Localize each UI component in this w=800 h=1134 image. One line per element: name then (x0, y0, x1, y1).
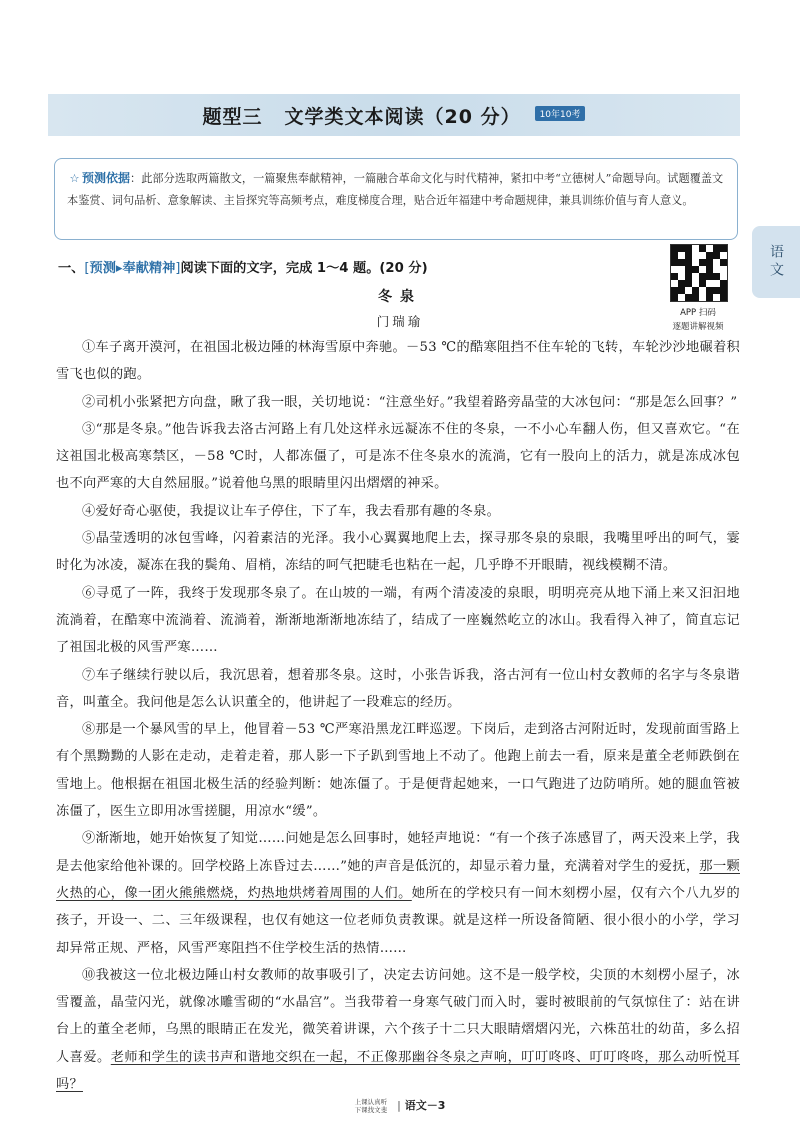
prediction-tag: 预测▸奉献精神 (89, 261, 176, 276)
qr-caption-scan: APP 扫码 (680, 308, 716, 318)
story-title: 冬泉 (378, 289, 422, 305)
underlined-sentence-1: 那一颗火热的心，像一团火熊熊燃烧，灼热地烘烤着周围的人们。 (56, 858, 740, 901)
paragraph-6: ⑥寻觅了一阵，我终于发现那冬泉了。在山坡的一端，有两个清凌凌的泉眼，明明亮亮从地下涌上来又汩汩地流淌着，在酷寒中流淌着、流淌着，渐渐地渐渐地冻结了，结成了一座巍然屹立的冰山。我看得入神了，简直忘记了祖国北极的风雪严寒…… (56, 585, 740, 656)
section-label: 题型三 (202, 105, 263, 128)
subject-side-tab[interactable]: 语文 (752, 226, 800, 298)
section-title (48, 94, 740, 136)
prediction-basis-box (54, 158, 738, 240)
page-footer: 上课认真听 下课找文斐 | 语文－3 (354, 1098, 446, 1114)
page-number: 语文－3 (404, 1099, 446, 1112)
prediction-label: 预测依据 (82, 171, 131, 185)
exam-frequency-badge: 10年10考 (535, 106, 586, 121)
paragraph-4: ④爱好奇心驱使，我提议让车子停住，下了车，我去看那有趣的冬泉。 (82, 503, 501, 519)
story-author: 门瑞瑜 (376, 314, 424, 329)
lightbulb-icon: ☆ (69, 172, 80, 185)
paragraph-1: ①车子离开漠河，在祖国北极边陲的林海雪原中奔驰。－53 ℃的酷寒阻挡不住车轮的飞转，车轮沙沙地碾着积雪飞也似的跑。 (56, 340, 740, 383)
paragraph-7: ⑦车子继续行驶以后，我沉思着，想着那冬泉。这时，小张告诉我，洛古河有一位山村女教师的名字与冬泉谐音，叫董全。我问他是怎么认识董全的，他讲起了一段难忘的经历。 (56, 667, 740, 710)
question-number: 一、 (58, 261, 85, 276)
question-heading: 一、[预测▸奉献精神]阅读下面的文字，完成 1～4 题。(20 分) (58, 261, 428, 276)
paragraph-8: ⑧那是一个暴风雪的早上，他冒着－53 ℃严寒沿黑龙江畔巡逻。下岗后，走到洛古河附近时，发现前面雪路上有个黑黝黝的人影在走动，走着走着，那人影一下子趴到雪地上不动了。他跑上前去一看，原来是董全老师跌倒在雪地上。他根据在祖国北极生活的经验判断：她冻僵了。于是便背起她来，一口气跑进了边防哨所。她的腿血管被冻僵了，医生立即用冰雪搓腿，用凉水“缓”。 (56, 722, 740, 820)
paragraph-10: ⑩我被这一位北极边陲山村女教师的故事吸引了，决定去访问她。这不是一般学校，尖顶的木刻楞小屋子，冰雪覆盖，晶莹闪光，就像冰雕雪砌的“水晶宫”。当我带着一身寒气破门而入时，霎时被眼前的气氛惊住了：站在讲台上的董全老师，乌黑的眼睛正在发光，微笑着讲课，六个孩子十二只大眼睛熠熠闪光，六株茁壮的幼苗，多么招人喜爱。老师和学生的读书声和谐地交织在一起，不正像那幽谷冬泉之声响，叮叮咚咚、叮叮咚咚，那么动听悦耳吗？ (56, 967, 741, 1093)
paragraph-5: ⑤晶莹透明的冰包雪峰，闪着素洁的光泽。我小心翼翼地爬上去，探寻那冬泉的泉眼，我嘴里呼出的呵气，霎时化为冰凌，凝冻在我的鬓角、眉梢，冻结的呵气把睫毛也粘在一起，几乎睁不开眼睛，视线模糊不清。 (56, 531, 740, 574)
qr-caption-video: 逐题讲解视频 (672, 322, 724, 332)
paragraph-2: ②司机小张紧把方向盘，瞅了我一眼，关切地说：“注意坐好。”我望着路旁晶莹的大冰包问：“那是怎么回事？” (82, 394, 738, 410)
section-heading: 文学类文本阅读（20 分） (284, 105, 521, 128)
paragraph-9: ⑨渐渐地，她开始恢复了知觉……问她是怎么回事时，她轻声地说：“有一个孩子冻感冒了，两天没来上学，我是去他家给他补课的。回学校路上冻昏过去……”她的声音是低沉的，却显示着力量，充满着对学生的爱抚，那一颗火热的心，像一团火熊熊燃烧，灼热地烘烤着周围的人们。她所在的学校只有一间木刻楞小屋，仅有六个八九岁的孩子，开设一、二、三年级课程，也仅有她这一位老师负责教课。就是这样一所设备简陋、很小很小的小学，学习却异常正规、严格，风雪严寒阻挡不住学校生活的热情…… (56, 831, 740, 956)
section-banner (48, 94, 740, 136)
question-instruction: 阅读下面的文字，完成 1～4 题。(20 分) (180, 261, 428, 276)
prediction-text: ：此部分选取两篇散文，一篇聚焦奉献精神，一篇融合革命文化与时代精神，紧扣中考“立德树人”命题导向。试题覆盖文本鉴赏、词句品析、意象解读、主旨探究等高频考点，难度梯度合理，贴合近年福建中考命题规律，兼具训练价值与育人意义。 (67, 172, 724, 207)
story-body (56, 334, 740, 1098)
paragraph-3: ③“那是冬泉。”他告诉我去洛古河路上有几处这样永远凝冻不住的冬泉，一不小心车翻人伤，但又喜欢它。“在这祖国北极高寒禁区，－58 ℃时，人都冻僵了，可是冻不住冬泉水的流淌，它有一股向上的活力，就是冻成冰包也不向严寒的大自然屈服。”说着他乌黑的眼睛里闪出熠熠的神采。 (56, 421, 740, 492)
publisher-logo: 上课认真听 下课找文斐 (354, 1098, 388, 1114)
underlined-sentence-2: 老师和学生的读书声和谐地交织在一起，不正像那幽谷冬泉之声响，叮叮咚咚、叮叮咚咚，那么动听悦耳吗？ (56, 1049, 741, 1093)
